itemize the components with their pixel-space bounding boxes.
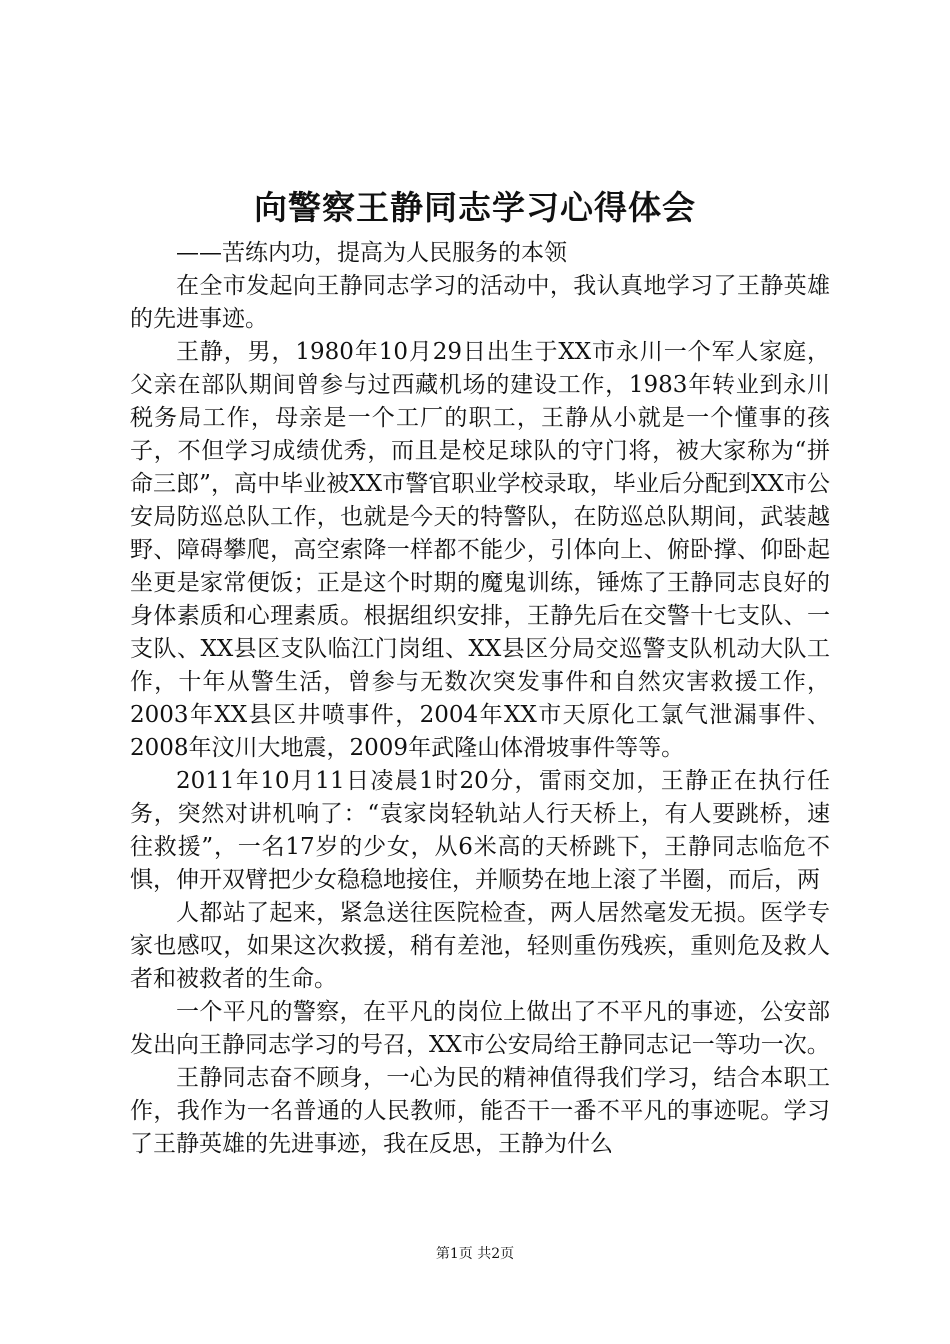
document-body — [130, 237, 830, 1161]
body-paragraph: 王静，男，1980年10月29日出生于XX市永川一个军人家庭，父亲在部队期间曾参与过西藏机场的建设工作，1983年转业到永川税务局工作，母亲是一个工厂的职工，王静从小就是一个懂事的孩子，不但学习成绩优秀，而且是校足球队的守门将，被大家称为“拼命三郎”，高中毕业被XX市警官职业学校录取，毕业后分配到XX市公安局防巡总队工作，也就是今天的特警队，在防巡总队期间，武装越野、障碍攀爬，高空索降一样都不能少，引体向上、俯卧撑、仰卧起坐更是家常便饭；正是这个时期的魔鬼训练，锤炼了王静同志良好的身体素质和心理素质。根据组织安排，王静先后在交警十七支队、一支队、XX县区支队临江门岗组、XX县区分局交巡警支队机动大队工作，十年从警生活，曾参与无数次突发事件和自然灾害救援工作，2003年XX县区井喷事件，2004年XX市天原化工氯气泄漏事件、2008年汶川大地震，2009年武隆山体滑坡事件等等。 — [130, 339, 830, 761]
page-number-footer: 第1页 共2页 — [435, 1246, 515, 1262]
body-paragraph: 在全市发起向王静同志学习的活动中，我认真地学习了王静英雄的先进事迹。 — [130, 273, 830, 332]
subtitle-paragraph: ——苦练内功，提高为人民服务的本领 — [176, 240, 567, 266]
body-paragraph: 2011年10月11日凌晨1时20分，雷雨交加，王静正在执行任务，突然对讲机响了：“袁家岗轻轨站人行天桥上，有人要跳桥，速往救援”，一名17岁的少女，从6米高的天桥跳下，王静同志临危不惧，伸开双臂把少女稳稳地接住，并顺势在地上滚了半圈，而后，两 — [130, 768, 830, 893]
body-paragraph: 人都站了起来，紧急送往医院检查，两人居然毫发无损。医学专家也感叹，如果这次救援，稍有差池，轻则重伤残疾，重则危及救人者和被救者的生命。 — [130, 900, 830, 992]
document-title: 向警察王静同志学习心得体会 — [254, 188, 696, 227]
body-paragraph: 一个平凡的警察，在平凡的岗位上做出了不平凡的事迹，公安部发出向王静同志学习的号召，XX市公安局给王静同志记一等功一次。 — [130, 999, 830, 1058]
body-paragraph: 王静同志奋不顾身，一心为民的精神值得我们学习，结合本职工作，我作为一名普通的人民教师，能否干一番不平凡的事迹呢。学习了王静英雄的先进事迹，我在反思，王静为什么 — [130, 1065, 830, 1157]
